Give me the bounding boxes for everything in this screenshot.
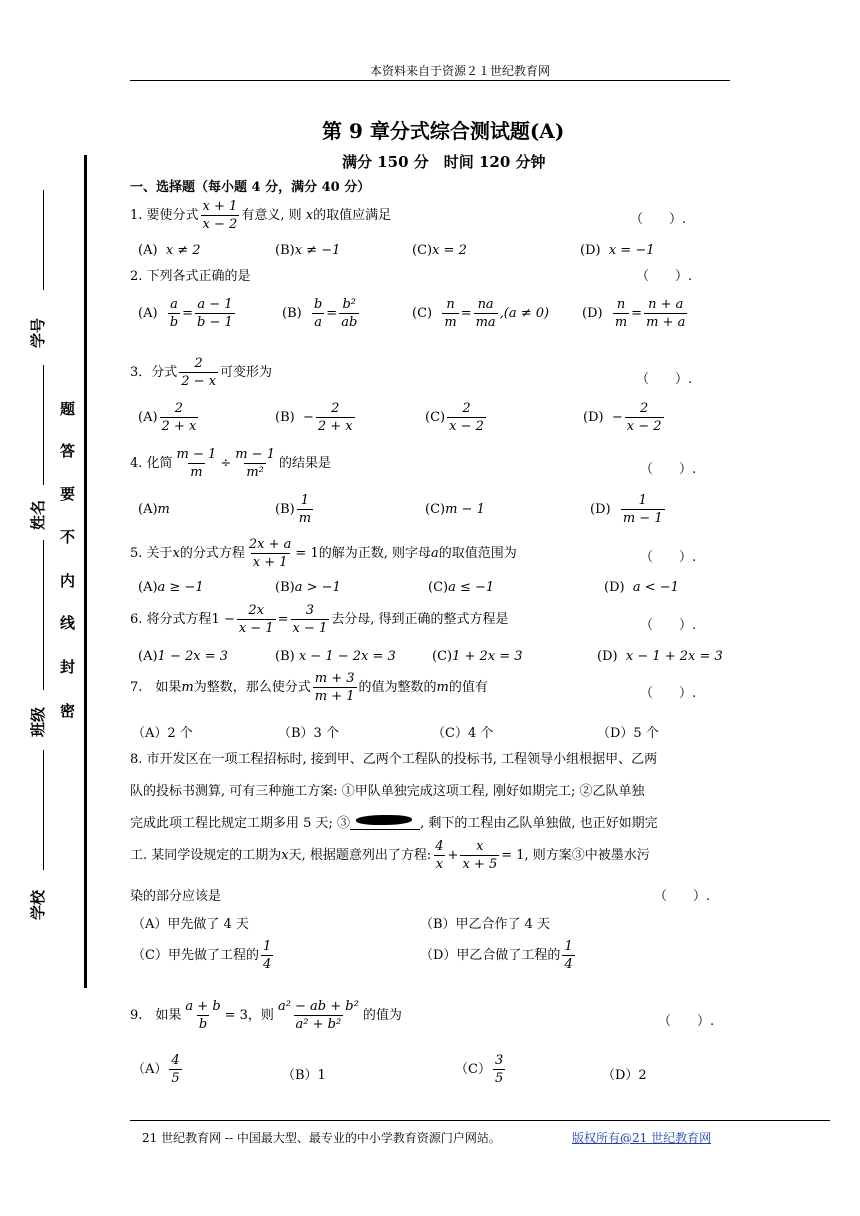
page-title: 第 9 章分式综合测试题(A) <box>322 119 565 143</box>
blank-xingming <box>43 365 44 485</box>
seal-char: 题 <box>60 400 76 418</box>
q2-option-c: (C) $\frac{n}{m}$ = $\frac{na}{ma}$ ,(a ≠ 0) <box>412 297 550 330</box>
seal-char: 要 <box>60 485 76 503</box>
q4-option-c: (C)m − 1 <box>425 502 485 517</box>
q6-option-b: (B) x − 1 − 2x = 3 <box>275 649 396 664</box>
label-xingming: 姓名 <box>29 499 47 530</box>
q4-option-b: (B) $\frac{1}{m}$ <box>275 493 312 526</box>
question-8-line3: 完成此项工程比规定工期多用 5 天; ③ , 剩下的工程由乙队单独做, 也正好如期完 <box>130 816 658 831</box>
question-8-line1: 8. 市开发区在一项工程招标时, 接到甲、乙两个工程队的投标书, 工程领导小组根据甲、乙两 <box>130 752 658 767</box>
footer-left: 21 世纪教育网 -- 中国最大型、最专业的中小学教育资源门户网站。 <box>142 1131 501 1145</box>
blank-banji <box>43 540 44 690</box>
label-xuehao: 学号 <box>29 317 47 348</box>
q1-fraction: $\frac{x + 1}{x - 2}$ <box>202 199 238 232</box>
header-rule <box>130 80 730 81</box>
question-7: 7. 如果m为整数，那么使分式 $\frac{m + 3}{m + 1}$ 的值为整数的m的值有 <box>130 671 488 704</box>
q8-option-b: （B）甲乙合作了 4 天 <box>420 917 551 932</box>
question-1 <box>130 198 391 233</box>
q4-option-d: (D) $\frac{1}{m - 1}$ <box>590 493 663 526</box>
q3-option-d: (D) − $\frac{2}{x - 2}$ <box>583 401 662 434</box>
footer-rule <box>130 1120 830 1121</box>
q6-option-a: (A)1 − 2x = 3 <box>138 649 229 664</box>
ink-blot <box>350 817 420 830</box>
q8-option-d: （D）甲乙合做了工程的 $\frac{1}{4}$ <box>420 939 573 972</box>
q1-var: x <box>305 208 314 223</box>
q4-bracket: （ ）. <box>640 462 697 477</box>
q7-option-a: （A）2 个 <box>132 726 193 741</box>
label-banji: 班级 <box>29 706 47 737</box>
page-subtitle: 满分 150 分 时间 120 分钟 <box>342 153 546 171</box>
q8-bracket: （ ）. <box>654 889 711 904</box>
q1-option-c: (C)x = 2 <box>412 243 467 258</box>
footer-copyright-link[interactable]: 版权所有@21 世纪教育网 <box>572 1131 712 1145</box>
q2-option-b: (B) $\frac{b}{a}$ = $\frac{\text{b²}}{ab}$ <box>282 297 358 330</box>
question-2: 2. 下列各式正确的是 <box>130 269 251 284</box>
blank-xuehao <box>43 190 44 290</box>
question-3: 3．分式 $\frac{2}{2 - x}$ 可变形为 <box>130 356 273 389</box>
q7-option-c: （C）4 个 <box>432 726 494 741</box>
question-9: 9. 如果 $\frac{a + b}{b}$ = 3，则 $\frac{\text{a² − ab + b²}}{\text{a² + b²}}$ 的值为 <box>130 999 402 1032</box>
q1-option-b: (B)x ≠ −1 <box>275 243 341 258</box>
seal-char: 线 <box>60 614 76 632</box>
q7-option-b: （B）3 个 <box>278 726 339 741</box>
q6-option-d: (D) x − 1 + 2x = 3 <box>597 649 723 664</box>
q6-option-c: (C)1 + 2x = 3 <box>432 649 523 664</box>
q2-bracket: （ ）. <box>636 269 693 284</box>
question-8-line5: 染的部分应该是 <box>130 889 222 904</box>
q9-option-b: （B）1 <box>282 1068 326 1083</box>
q7-option-d: （D）5 个 <box>597 726 659 741</box>
seal-char: 不 <box>60 528 76 546</box>
seal-char: 密 <box>60 702 76 720</box>
question-4: 4. 化简 $\frac{m - 1}{m}$ ÷ $\frac{m - 1}{\text{m²}}$ 的结果是 <box>130 447 331 480</box>
seal-char: 内 <box>60 572 76 590</box>
question-8-line2: 队的投标书测算, 可有三种施工方案: ①甲队单独完成这项工程, 刚好如期完工; ②乙队单独 <box>130 784 645 799</box>
header-source: 本资料来自于资源２１世纪教育网 <box>370 64 551 78</box>
q1-option-a: (A) x ≠ 2 <box>138 243 201 258</box>
q1-option-d: (D) x = −1 <box>580 243 655 258</box>
question-6: 6. 将分式方程1 − $\frac{2x}{x - 1}$ = $\frac{3}{x - 1}$ 去分母, 得到正确的整式方程是 <box>130 603 509 636</box>
q3-option-a: (A) $\frac{2}{2 + x}$ <box>138 401 197 434</box>
label-xuexiao: 学校 <box>29 889 47 920</box>
section-heading: 一、选择题（每小题 4 分，满分 40 分） <box>130 180 371 195</box>
q9-option-d: （D）2 <box>602 1068 647 1083</box>
blank-xuexiao <box>43 750 44 870</box>
q1-bracket: （ ）. <box>630 212 687 227</box>
q5-option-d: (D) a < −1 <box>604 580 679 595</box>
q9-bracket: （ ）. <box>658 1014 715 1029</box>
q3-bracket: （ ）. <box>636 372 693 387</box>
q5-option-b: (B)a > −1 <box>275 580 341 595</box>
q1-post2: 的取值应满足 <box>313 208 392 223</box>
binding-rule <box>84 155 87 988</box>
seal-char: 封 <box>60 658 76 676</box>
q3-option-b: (B) − $\frac{2}{2 + x}$ <box>275 401 353 434</box>
question-8-line4: 工. 某同学设规定的工期为x天, 根据题意列出了方程: $\frac{4}{x}$ + $\frac{x}{x + 5}$ = 1, 则方案③中被墨水污 <box>130 839 650 872</box>
q5-option-c: (C)a ≤ −1 <box>428 580 495 595</box>
q8-option-a: （A）甲先做了 4 天 <box>132 917 249 932</box>
seal-char: 答 <box>60 442 76 460</box>
q1-post: 有意义, 则 <box>241 208 302 223</box>
q4-option-a: (A)m <box>138 502 170 517</box>
question-5: 5. 关于x的分式方程 $\frac{2x + a}{x + 1}$ = 1的解为正数, 则字母a的取值范围为 <box>130 537 517 570</box>
q1-pre: 1. 要使分式 <box>130 208 199 223</box>
q8-option-c: （C）甲先做了工程的 $\frac{1}{4}$ <box>132 939 272 972</box>
q9-option-c: （C） $\frac{3}{5}$ <box>455 1053 504 1086</box>
q5-option-a: (A)a ≥ −1 <box>138 580 204 595</box>
q6-bracket: （ ）. <box>640 618 697 633</box>
q2-option-d: (D) $\frac{n}{m}$ = $\frac{n + a}{m + a}$ <box>582 297 686 330</box>
q3-option-c: (C) $\frac{2}{x - 2}$ <box>425 401 484 434</box>
q2-option-a: (A) $\frac{a}{b}$ = $\frac{a - 1}{b - 1}$ <box>138 297 233 330</box>
q5-bracket: （ ）. <box>640 550 697 565</box>
q7-bracket: （ ）. <box>640 686 697 701</box>
q9-option-a: （A） $\frac{4}{5}$ <box>132 1053 180 1086</box>
